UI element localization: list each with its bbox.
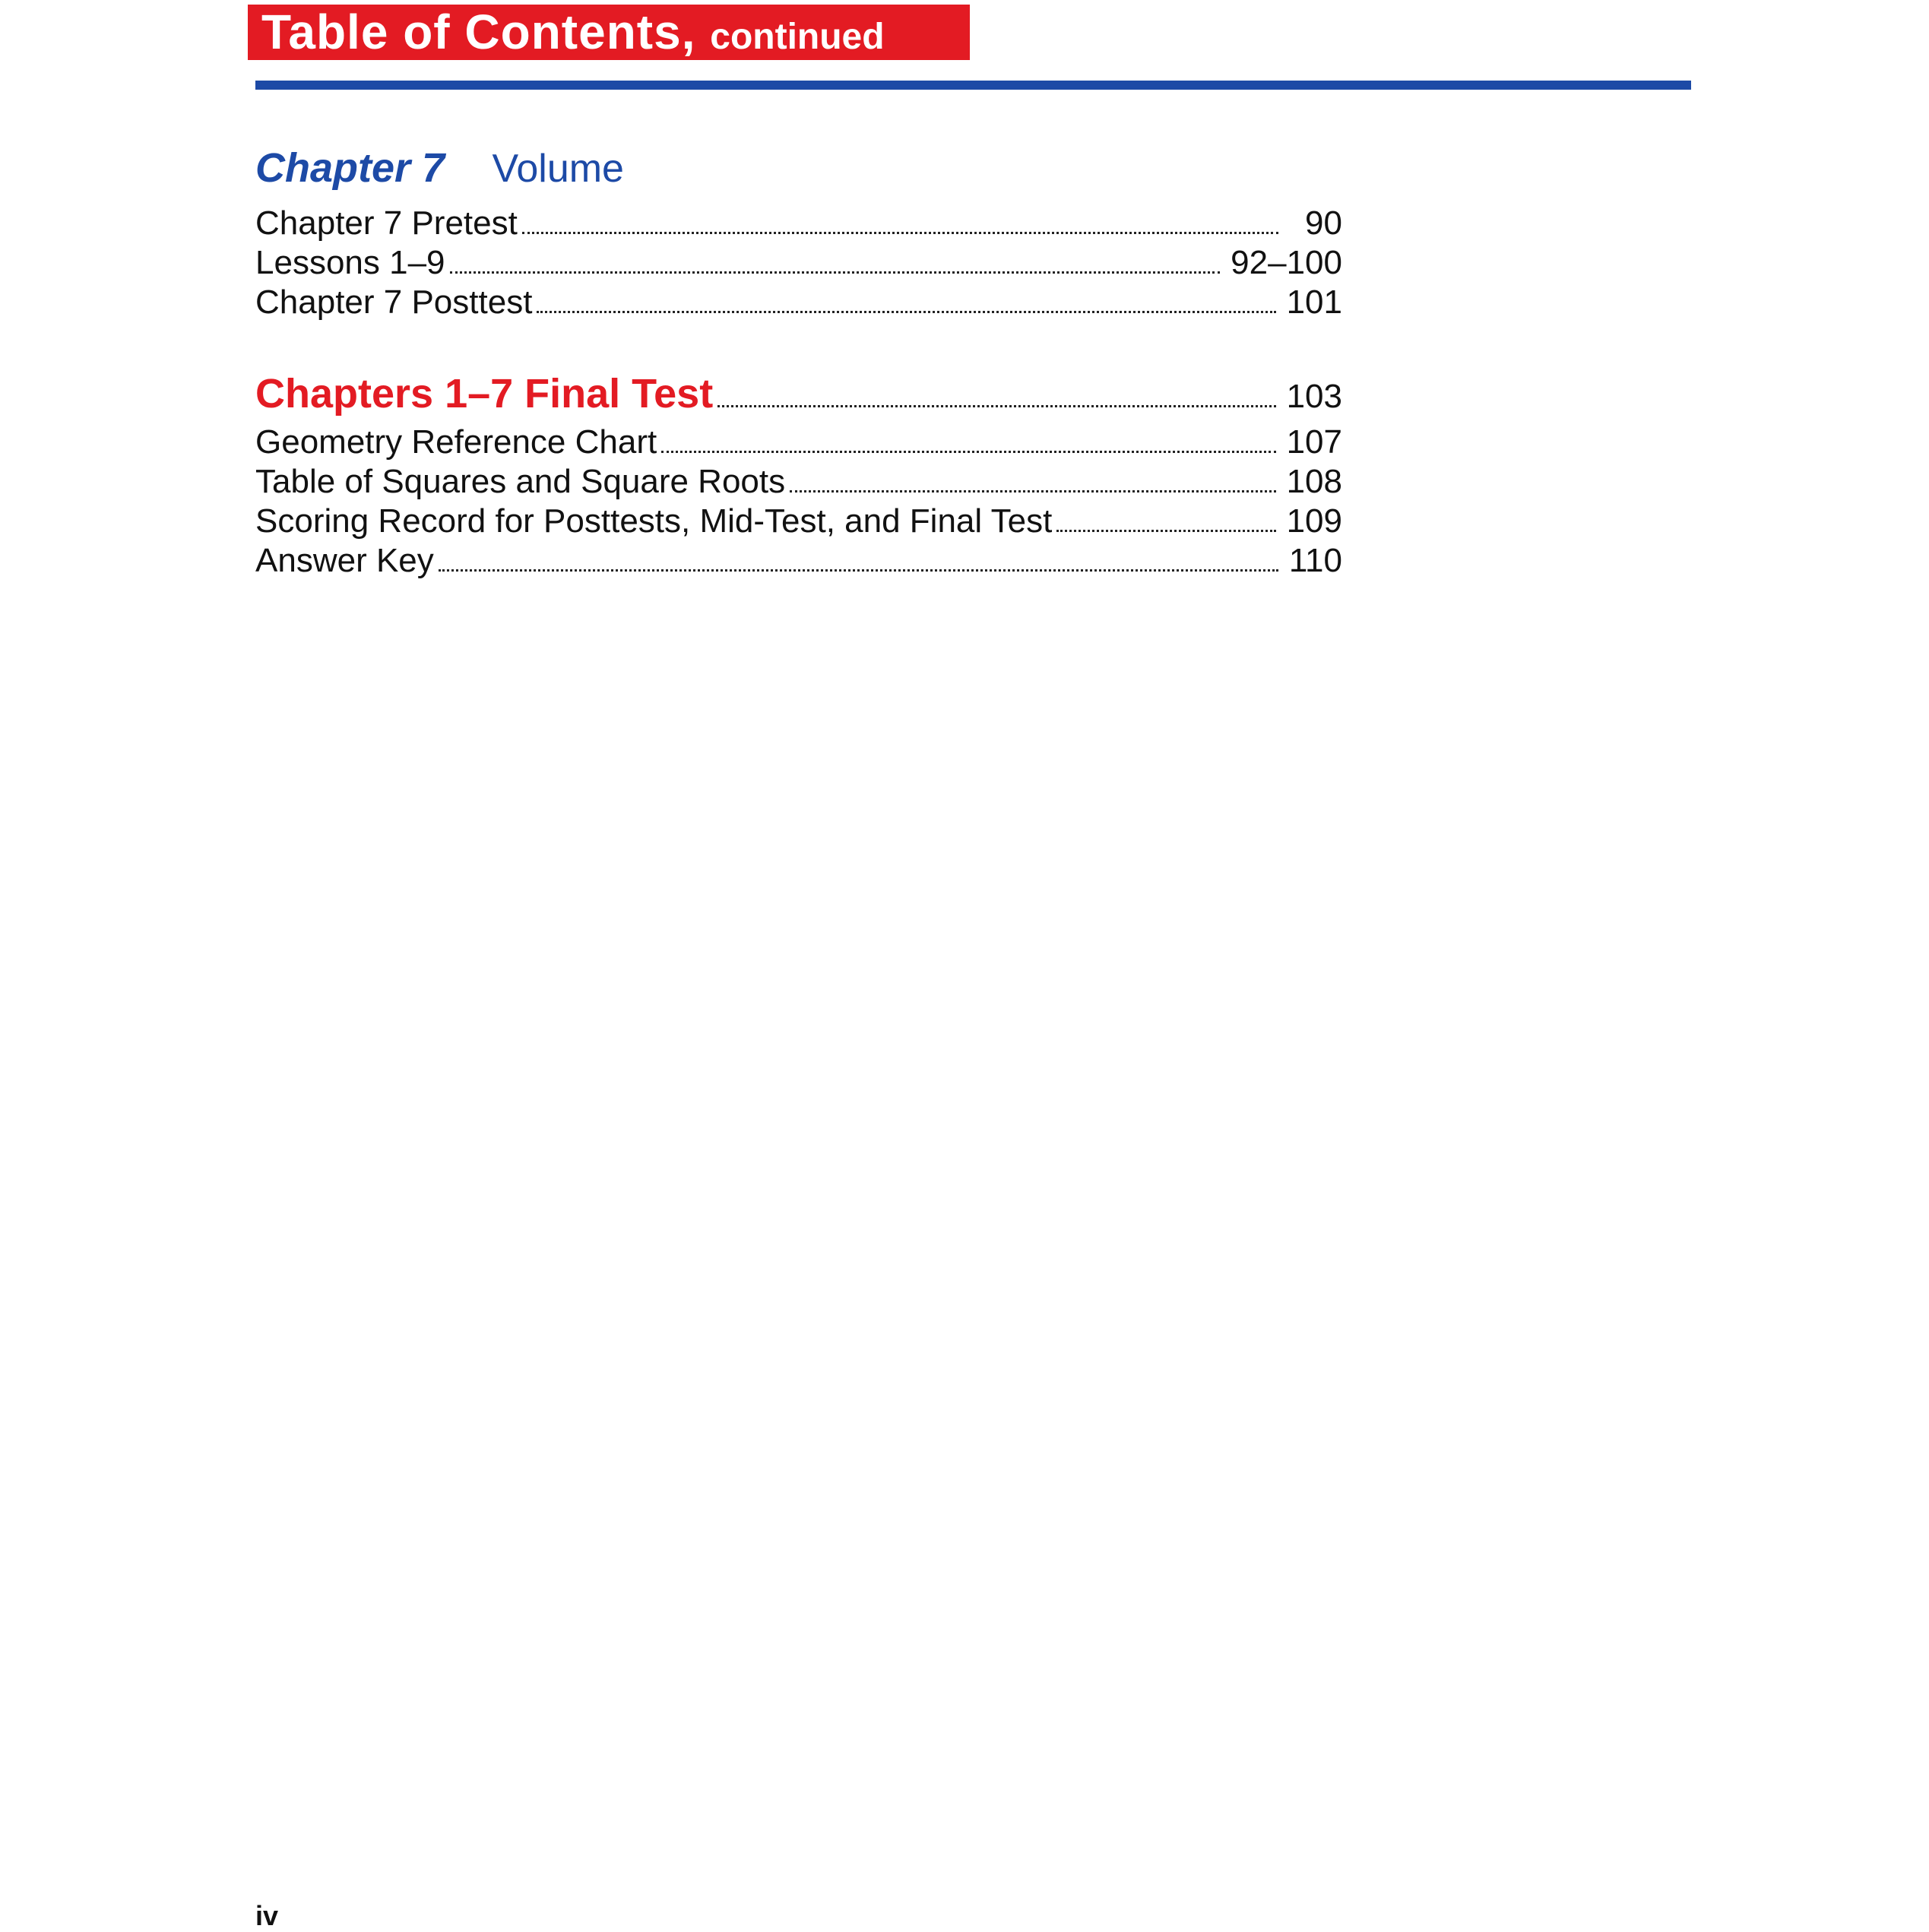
page-title bbox=[261, 5, 885, 65]
leader-dots bbox=[717, 405, 1275, 407]
toc-entry-page: 107 bbox=[1286, 423, 1342, 461]
header-rule bbox=[255, 81, 1691, 90]
toc-entry[interactable] bbox=[255, 204, 1342, 243]
leader-dots bbox=[537, 311, 1275, 313]
final-test-entry[interactable] bbox=[255, 369, 1342, 418]
appendix-entries bbox=[255, 423, 1342, 581]
toc-entry-label: Answer Key bbox=[255, 542, 434, 579]
final-test-label: Chapters 1–7 Final Test bbox=[255, 371, 714, 416]
toc-entry-label: Table of Squares and Square Roots bbox=[255, 463, 786, 500]
leader-dots bbox=[661, 451, 1275, 453]
section-title-banner bbox=[248, 5, 970, 60]
toc-entry-label: Chapter 7 Pretest bbox=[255, 204, 518, 242]
page-number: iv bbox=[255, 1900, 279, 1931]
leader-dots bbox=[450, 271, 1221, 274]
leader-dots bbox=[522, 232, 1278, 234]
toc-entry-page: 110 bbox=[1288, 542, 1342, 579]
toc-entry[interactable] bbox=[255, 462, 1342, 502]
toc-entry-label: Lessons 1–9 bbox=[255, 244, 445, 281]
leader-dots bbox=[790, 490, 1275, 493]
page-title-text: Table of Contents, bbox=[261, 5, 696, 59]
toc-entry-page: 108 bbox=[1286, 463, 1342, 500]
toc-entry[interactable] bbox=[255, 283, 1342, 322]
toc-entry-page: 90 bbox=[1305, 204, 1342, 242]
chapter-label: Chapter 7 bbox=[255, 145, 445, 191]
leader-dots bbox=[439, 569, 1278, 572]
leader-dots bbox=[1056, 530, 1275, 532]
page-title-continued: continued bbox=[710, 17, 885, 57]
toc-entry-label: Geometry Reference Chart bbox=[255, 423, 657, 461]
toc-entry-page: 101 bbox=[1286, 283, 1342, 321]
chapter-heading bbox=[255, 144, 624, 198]
toc-entry[interactable] bbox=[255, 243, 1342, 283]
toc-entry[interactable] bbox=[255, 423, 1342, 462]
final-test-page: 103 bbox=[1286, 378, 1342, 415]
toc-entry-label: Chapter 7 Posttest bbox=[255, 283, 533, 321]
toc-entry-page: 92–100 bbox=[1231, 244, 1342, 281]
toc-entry[interactable] bbox=[255, 502, 1342, 541]
toc-entry[interactable] bbox=[255, 541, 1342, 581]
chapter-title: Volume bbox=[492, 147, 624, 191]
toc-entry-label: Scoring Record for Posttests, Mid-Test, and Final Test bbox=[255, 502, 1053, 540]
toc-entry-page: 109 bbox=[1286, 502, 1342, 540]
chapter-entries bbox=[255, 204, 1342, 322]
